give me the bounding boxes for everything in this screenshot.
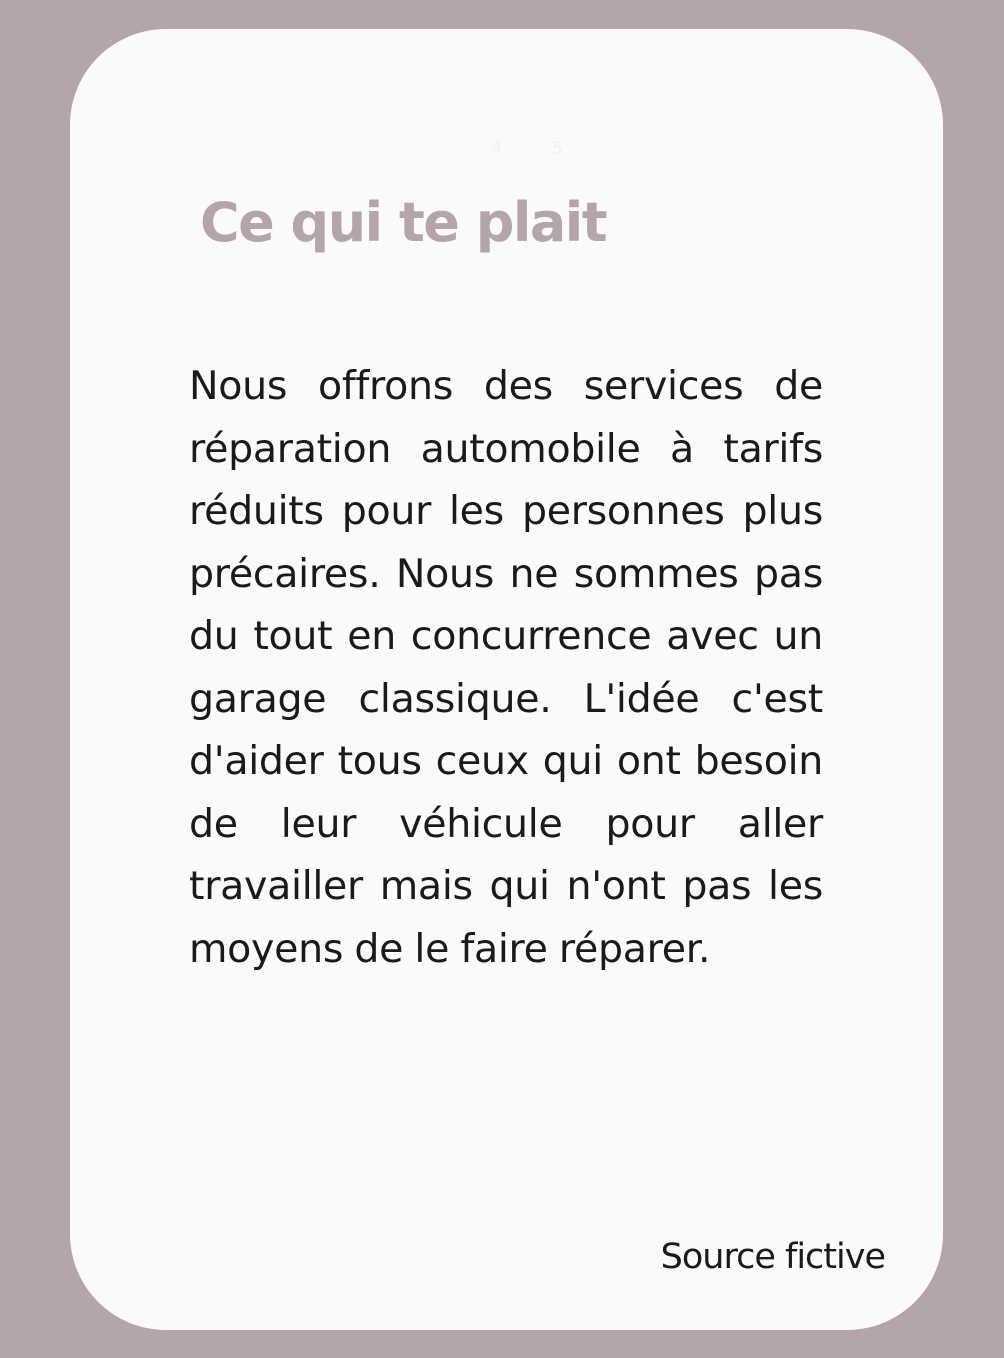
page-number: 5 (552, 139, 563, 159)
card-body-text: Nous offrons des services de réparation automobile à tarifs réduits pour les personnes plus précaires. Nous ne sommes pas du tout en concurrence avec un garage classique. L'idée c'est d'aider tous ceux qui ont besoin de leur véhicule pour aller travailler mais qui n'ont pas les moyens de le faire réparer. (189, 363, 823, 972)
page-numbers (70, 139, 943, 163)
source-caption: Source fictive (660, 1237, 885, 1277)
page-number: 4 (491, 139, 502, 159)
card (70, 29, 943, 1330)
card-title: Ce qui te plait (200, 191, 607, 254)
